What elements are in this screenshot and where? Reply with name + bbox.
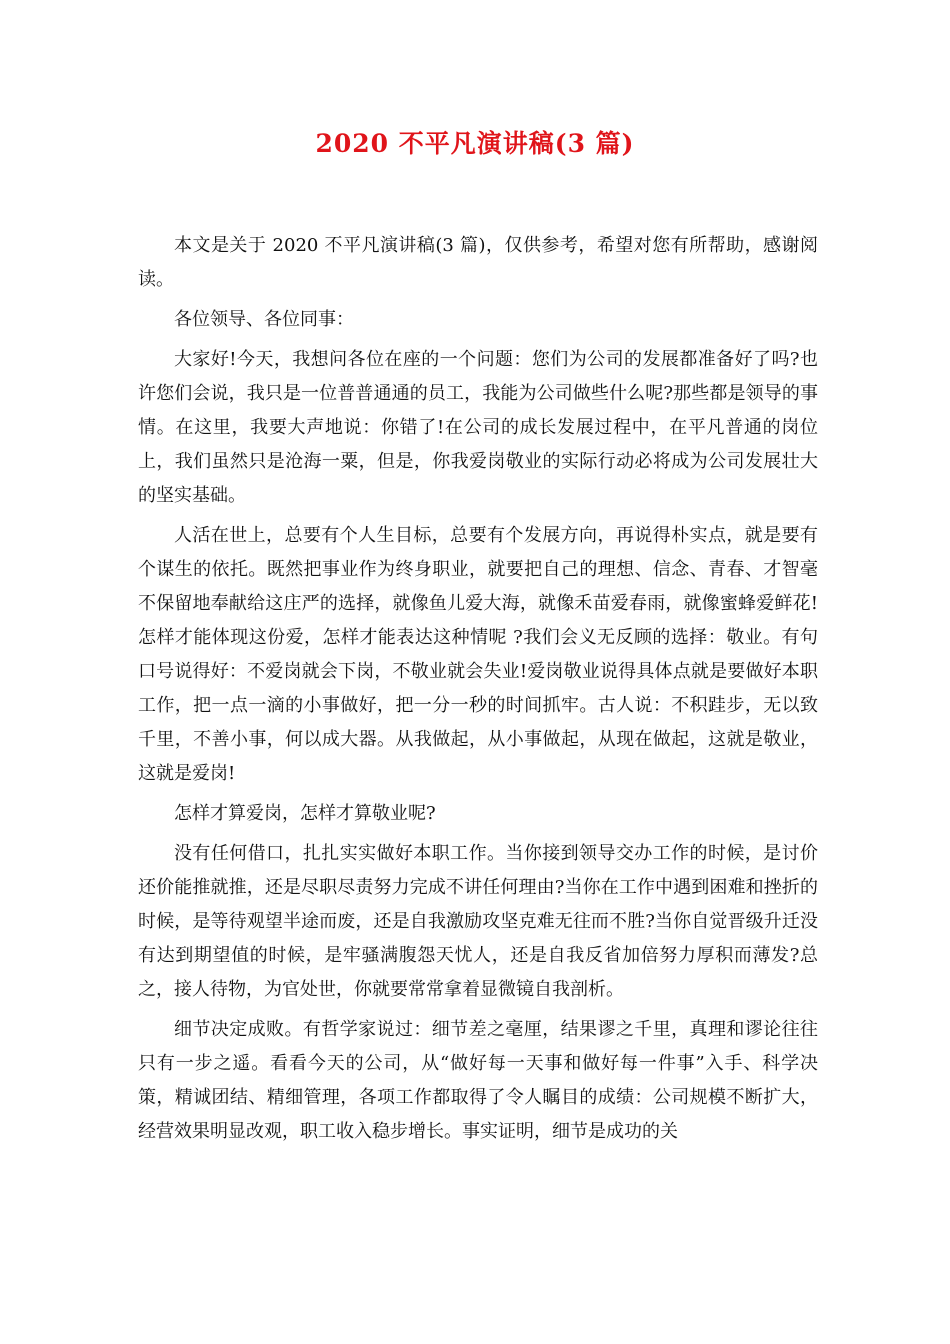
document-body <box>138 229 818 1155</box>
paragraph-opening: 大家好!今天，我想问各位在座的一个问题：您们为公司的发展都准备好了吗?也许您们会说，我只是一位普普通通的员工，我能为公司做些什么呢?那些都是领导的事情。在这里，我要大声地说：你错了!在公司的成长发展过程中，在平凡普通的岗位上，我们虽然只是沧海一粟，但是，你我爱岗敬业的实际行动必将成为公司发展壮大的坚实基础。 <box>138 349 818 506</box>
paragraph-details: 细节决定成败。有哲学家说过：细节差之毫厘，结果谬之千里，真理和谬论往往只有一步之遥。看看今天的公司，从“做好每一天事和做好每一件事”入手、科学决策，精诚团结、精细管理，各项工作都取得了令人瞩目的成绩：公司规模不断扩大，经营效果明显改观，职工收入稳步增长。事实证明，细节是成功的关 <box>138 1019 818 1142</box>
document-title: 2020 不平凡演讲稿(3 篇) <box>315 129 635 158</box>
paragraph-life-goal: 人活在世上，总要有个人生目标，总要有个发展方向，再说得朴实点，就是要有个谋生的依托。既然把事业作为终身职业，就要把自己的理想、信念、青春、才智毫不保留地奉献给这庄严的选择，就像鱼儿爱大海，就像禾苗爱春雨，就像蜜蜂爱鲜花!怎样才能体现这份爱，怎样才能表达这种情呢 ?我们会义无反顾的选择：敬业。有句口号说得好：不爱岗就会下岗，不敬业就会失业!爱岗敬业说得具体点就是要做好本职工作，把一点一滴的小事做好，把一分一秒的时间抓牢。古人说：不积跬步，无以致千里，不善小事，何以成大器。从我做起，从小事做起，从现在做起，这就是敬业，这就是爱岗! <box>138 525 818 784</box>
paragraph-salutation: 各位领导、各位同事： <box>174 309 354 330</box>
paragraph-question: 怎样才算爱岗，怎样才算敬业呢? <box>174 803 436 824</box>
paragraph-intro: 本文是关于 2020 不平凡演讲稿(3 篇)，仅供参考，希望对您有所帮助，感谢阅读。 <box>138 235 818 290</box>
paragraph-no-excuses: 没有任何借口，扎扎实实做好本职工作。当你接到领导交办工作的时候，是讨价还价能推就推，还是尽职尽责努力完成不讲任何理由?当你在工作中遇到困难和挫折的时候，是等待观望半途而废，还是自我激励攻坚克难无往而不胜?当你自觉晋级升迁没有达到期望值的时候，是牢骚满腹怨天忧人，还是自我反省加倍努力厚积而薄发?总之，接人待物，为官处世，你就要常常拿着显微镜自我剖析。 <box>138 843 818 1000</box>
